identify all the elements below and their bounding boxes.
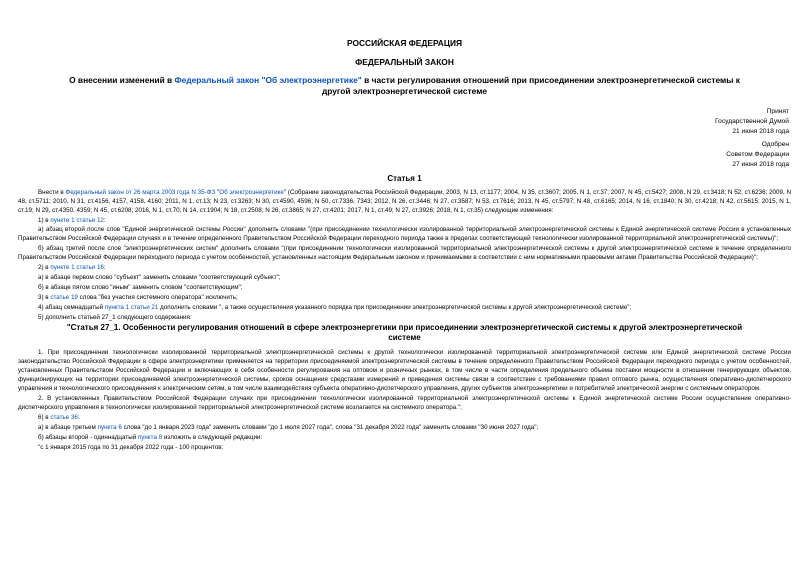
- adoption-council: Советом Федерации: [726, 151, 789, 159]
- item-1b: б) абзац третий после слов "электроэнергетических систем" дополнить словами "(при присоединении технологически изолированной территориальной электроэнергетической системы к другой электроэнергетической системе в течение определенного Правительством Российской Федерации переходного периода с учетом особенностей, установленных настоящим Федеральным законом и принимаемыми в соответствии с ним нормативными правовыми актами Правительства Российской Федерации)";: [18, 245, 791, 262]
- item-4-post: дополнить словами ", а также осуществления указанного порядка при присоединении электроэнергетической системы к другой электроэнергетической системе";: [158, 303, 632, 311]
- adoption-accepted: Принят: [766, 108, 789, 115]
- adoption-approved: Одобрен: [761, 141, 789, 149]
- adoption-duma-date: 21 июня 2018 года: [732, 127, 789, 135]
- intro-mid: ": [215, 188, 220, 196]
- country-heading: РОССИЙСКАЯ ФЕДЕРАЦИЯ: [346, 38, 463, 48]
- item-6b-link[interactable]: пункта 8: [137, 433, 163, 441]
- item-2-pre: 2) в: [38, 264, 51, 272]
- item-2-post: :: [103, 264, 106, 272]
- item-4-pre: 4) абзац семнадцатый: [38, 303, 105, 311]
- item-6: [18, 414, 791, 423]
- item-6b-post: изложить в следующей редакции:: [162, 433, 263, 441]
- item-3-post: слова "без участия системного оператора" исключить;: [77, 293, 238, 301]
- intro-pre: Внести в: [38, 188, 66, 196]
- item-5: 5) дополнить статьей 27_1 следующего содержания:: [38, 313, 192, 321]
- item-1: [18, 217, 791, 226]
- law-title-link[interactable]: Федеральный закон "Об электроэнергетике": [174, 75, 362, 85]
- item-6b-pre: б) абзацы второй - одиннадцатый: [38, 433, 138, 441]
- item-6c: "с 1 января 2015 года по 31 декабря 2022 года - 100 процентов;: [38, 443, 224, 451]
- intro-law-name-link[interactable]: Об электроэнергетике: [219, 188, 284, 196]
- item-6a-pre: а) в абзаце третьем: [38, 423, 98, 431]
- item-6-pre: 6) в: [38, 413, 51, 421]
- adoption-block: [18, 107, 791, 170]
- intro-law-link[interactable]: Федеральный закон от 26 марта 2003 года N 35-ФЗ: [65, 188, 216, 196]
- adoption-duma: Государственной Думой: [715, 117, 789, 125]
- item-6b: [18, 434, 791, 443]
- adoption-council-date: 27 июня 2018 года: [732, 160, 789, 168]
- item-3-pre: 3) в: [38, 293, 51, 301]
- new-article-para-1: 1. При присоединении технологически изолированной территориальной электроэнергетической системы к другой технологически изолированной территориальной электроэнергетической системе или Единой энергетической системе России законодательство Российской Федерации в сфере электроэнергетики применяется на территории присоединяемой электроэнергетической системы в течение определенного Правительством Российской Федерации переходного периода с учетом особенностей, установленных Правительством Российской Федерации и включающих в себя особенности регулирования на оптовом и розничных рынках, в том числе в части определения предельного объема поставки мощности в отношении генерирующих объектов, функционирующих на территории присоединяемой электроэнергетической системы, сроков оснащения средствами измерений и приведения системы связи в соответствие с требованиями правил оптового рынка, осуществления оперативно-диспетчерского управления и технологического присоединения к электрическим сетям, в том числе взаимодействия субъекта оперативно-диспетчерского управления, других субъектов электроэнергетики и потребителей электрической энергии с системным оператором.: [18, 349, 791, 393]
- new-article-para-2: 2. В установленных Правительством Российской Федерации случаях при присоединении технологически изолированной территориальной электроэнергетической системы к Единой энергетической системе России осуществление оперативно-диспетчерского управления в технологически изолированной территориальной электроэнергетической системе возлагается на системного оператора.";: [18, 395, 791, 411]
- item-6-link[interactable]: статье 36: [50, 413, 78, 421]
- law-title-post: в части регулирования отношений при присоединении электроэнергетической системы к другой электроэнергетической системе: [321, 75, 740, 96]
- item-6a: [18, 424, 791, 433]
- item-4: [18, 304, 791, 313]
- law-title-pre: О внесении изменений в: [69, 75, 175, 85]
- item-4-link[interactable]: пункта 1 статьи 21: [104, 303, 159, 311]
- item-6a-post: слова "до 1 января 2023 года" заменить словами "до 1 июля 2027 года", слова "31 декабря 2022 года" заменить словами "30 июня 2027 года";: [121, 423, 539, 431]
- article-heading: Статья 1: [387, 173, 422, 183]
- item-1-pre: 1) в: [38, 216, 51, 224]
- item-1-post: :: [103, 216, 106, 224]
- intro-post: " (Собрание законодательства Российской Федерации, 2003, N 13, ст.1177; 2004, N 35, ст.3607; 2005, N 1, ст.37; 2007, N 45, ст.5427; 2008, N 29, ст.3418; N 52, ст.6236; 2009, N 48, ст.5711; 2010, N 31, ст.4156, 4157, 4158, 4160; 2011, N 1, ст.13; N 23, ст.3263; N 30, ст.4590, 4596; N 50, ст.7336, 7343; 2012, N 26, ст.3446; N 27, ст.3587; N 53, ст.7616; 2013, N 45, ст.5797; N 48, ст.6165; 2014, N 16, ст.1840; N 30, ст.4218; N 42, ст.5615; 2015, N 1, ст.19; N 29, ст.4350, 4359; N 45, ст.6208; 2016, N 1, ст.70; N 14, ст.1904; N 18, ст.2508; N 26, ст.3865; N 27, ст.4201; 2017, N 1, ст.49; N 27, ст.3926; 2018, N 1, ст.35) следующие изменения:: [18, 188, 791, 214]
- item-2: [18, 264, 791, 273]
- item-6a-link[interactable]: пункта 6: [97, 423, 122, 431]
- item-2b: б) в абзаце пятом слово "иным" заменить словом "соответствующим";: [38, 283, 243, 291]
- law-kind-heading: ФЕДЕРАЛЬНЫЙ ЗАКОН: [355, 56, 454, 67]
- item-6-post: :: [77, 413, 80, 421]
- item-3-link[interactable]: статье 19: [50, 293, 78, 301]
- article-intro: [18, 189, 791, 216]
- new-article-heading: "Статья 27_1. Особенности регулирования отношений в сфере электроэнергетики при присоединении электроэнергетической системы к другой электроэнергетической системе: [66, 323, 743, 343]
- item-1-link[interactable]: пункте 1 статьи 12: [50, 216, 104, 224]
- item-2a: а) в абзаце первом слово "субъект" заменить словами "соответствующий субъект";: [38, 273, 281, 281]
- item-1a: а) абзац второй после слов "Единой энергетической системы России" дополнить словами "(при присоединении технологически изолированной территориальной электроэнергетической системы к Единой энергетической системе России в установленных Правительством Российской Федерации случаях и в течение определенного Правительством Российской Федерации переходного периода также в пределах соответствующей технологически изолированной территориальной электроэнергетической системы)";: [18, 226, 791, 243]
- item-2-link[interactable]: пункте 1 статьи 16: [50, 264, 104, 272]
- law-title: [18, 75, 791, 96]
- item-3: [18, 294, 791, 303]
